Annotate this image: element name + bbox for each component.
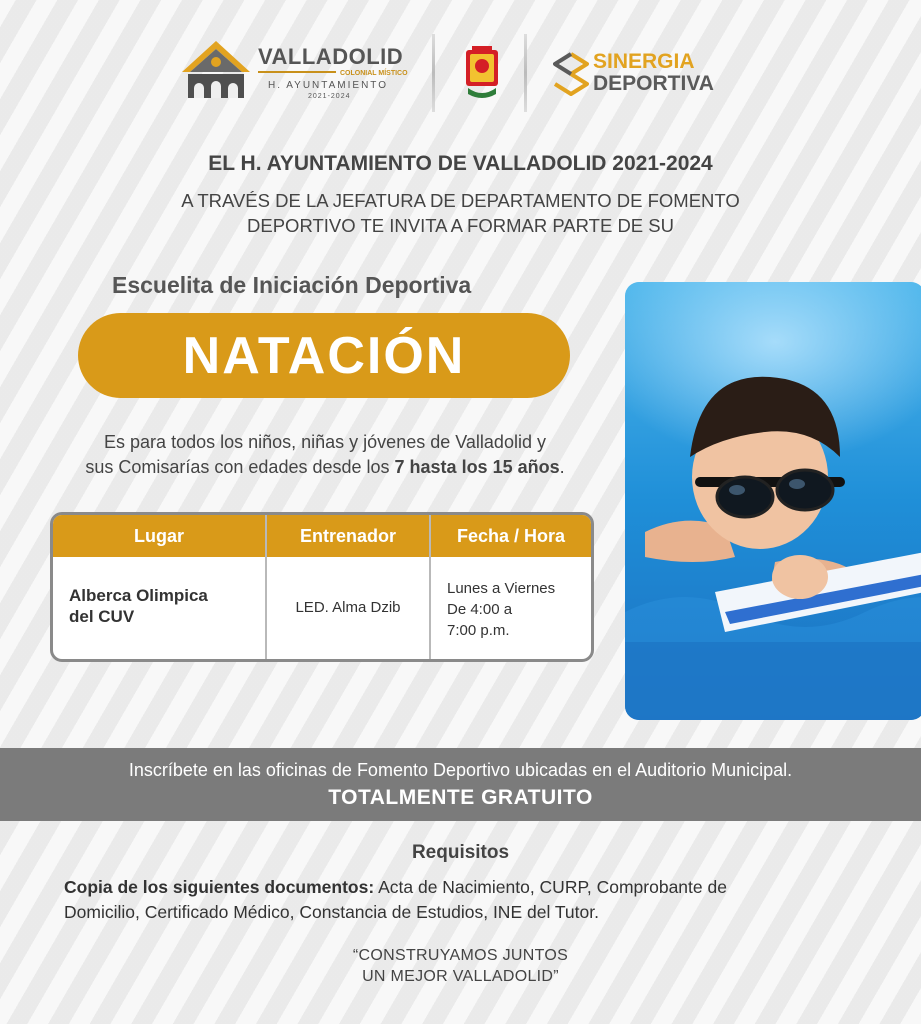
sinergia-line1: SINERGIA xyxy=(593,50,695,73)
valladolid-title: VALLADOLID xyxy=(258,44,404,69)
lugar-line-1: Alberca Olimpica xyxy=(69,586,208,605)
cell-lugar xyxy=(69,585,208,627)
registration-info: Inscríbete en las oficinas de Fomento Deportivo ubicadas en el Auditorio Municipal. xyxy=(128,760,793,780)
intro-title: EL H. AYUNTAMIENTO DE VALLADOLID 2021-2024 xyxy=(208,152,713,175)
ayuntamiento-label: H. AYUNTAMIENTO xyxy=(268,80,389,91)
header-fecha-hora: Fecha / Hora xyxy=(456,525,566,546)
requirements-docs-1: Acta de Nacimiento, CURP, Comprobante de xyxy=(374,877,727,897)
logo-rule xyxy=(258,71,336,73)
requirements-prefix: Copia de los siguientes documentos: xyxy=(64,877,375,897)
header-divider xyxy=(524,34,527,112)
logo-years: 2021-2024 xyxy=(308,93,351,100)
cell-fecha xyxy=(447,578,555,641)
slogan-line-1: “CONSTRUYAMOS JUNTOS xyxy=(352,947,569,964)
fecha-line-3: 7:00 p.m. xyxy=(447,622,510,639)
fecha-line-1: Lunes a Viernes xyxy=(447,580,556,597)
description-line-1: Es para todos los niños, niñas y jóvenes de Valladolid y xyxy=(104,432,546,452)
sinergia-line2: DEPORTIVA xyxy=(593,72,714,95)
registration-band xyxy=(0,748,921,821)
program-subtitle: Escuelita de Iniciación Deportiva xyxy=(112,272,472,298)
requirements-title: Requisitos xyxy=(411,842,510,863)
valladolid-logo xyxy=(180,38,412,106)
valladolid-subtitle: COLONIAL MÍSTICO xyxy=(340,70,408,77)
swimmer-illustration xyxy=(625,282,921,720)
requirements-line-1 xyxy=(64,877,864,898)
description-suffix: . xyxy=(559,457,565,477)
intro-line-2: DEPORTIVO TE INVITA A FORMAR PARTE DE SU xyxy=(247,215,674,236)
header-lugar: Lugar xyxy=(133,525,184,546)
header-divider xyxy=(432,34,435,112)
free-label: TOTALMENTE GRATUITO xyxy=(328,786,593,809)
sport-title-pill: NATACIÓN xyxy=(78,313,570,398)
swimmer-photo xyxy=(625,282,921,720)
schedule-table xyxy=(50,512,594,662)
column-divider xyxy=(265,515,267,659)
requirements-line-2: Domicilio, Certificado Médico, Constancia de Estudios, INE del Tutor. xyxy=(64,902,599,922)
cell-entrenador: LED. Alma Dzib xyxy=(295,599,401,616)
description-prefix: sus Comisarías con edades desde los xyxy=(85,457,395,477)
lugar-line-2: del CUV xyxy=(69,607,135,626)
description-line-2 xyxy=(30,455,620,480)
age-range: 7 hasta los 15 años xyxy=(394,457,560,477)
municipal-crest-icon xyxy=(462,46,502,102)
column-divider xyxy=(429,515,431,659)
header-entrenador: Entrenador xyxy=(299,525,396,546)
slogan-line-2: UN MEJOR VALLADOLID” xyxy=(362,968,559,985)
sinergia-s-icon xyxy=(553,52,589,96)
fecha-line-2: De 4:00 a xyxy=(447,601,513,618)
colonial-building-icon xyxy=(180,38,252,100)
sinergia-deportiva-logo xyxy=(553,50,743,100)
intro-line-1: A TRAVÉS DE LA JEFATURA DE DEPARTAMENTO DE FOMENTO xyxy=(181,190,740,211)
